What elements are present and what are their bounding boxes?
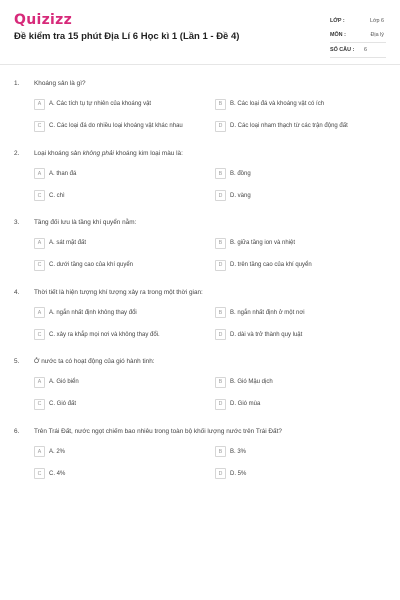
option-text: A. sát mặt đất xyxy=(49,240,87,246)
meta-value: Lớp 6 xyxy=(369,18,384,24)
meta-label: LỚP : xyxy=(330,18,345,24)
option-letter-box: A xyxy=(34,307,45,318)
option-text: D. dài và trở thành quy luật xyxy=(230,331,303,338)
meta-value: 6 xyxy=(364,47,367,53)
option-letter-box: C xyxy=(34,329,45,340)
option-b[interactable] xyxy=(215,168,251,180)
option-a[interactable] xyxy=(34,98,151,110)
question-number: 1. xyxy=(14,80,20,87)
question-text: Ở nước ta có hoạt động của gió hành tinh: xyxy=(34,358,155,365)
option-letter-box: D xyxy=(215,121,226,132)
option-text: D. Các loại nham thạch từ các trận động đất xyxy=(230,123,348,129)
option-d[interactable] xyxy=(215,190,251,202)
question-number: 4. xyxy=(14,288,20,296)
option-c[interactable] xyxy=(34,329,160,341)
option-letter-box: A xyxy=(34,446,45,457)
option-c[interactable] xyxy=(34,468,65,480)
question-1 xyxy=(0,72,400,142)
meta-row-class xyxy=(330,14,386,28)
option-b[interactable] xyxy=(215,307,305,319)
question-text-emphasis: không phải xyxy=(82,149,114,157)
option-text: D. 5% xyxy=(230,470,247,477)
header-divider xyxy=(0,64,400,65)
option-letter-box: B xyxy=(215,168,226,179)
option-d[interactable] xyxy=(215,329,302,341)
option-c[interactable] xyxy=(34,120,183,132)
question-list xyxy=(0,72,400,489)
option-letter-box: B xyxy=(215,446,226,457)
meta-label: SỐ CÂU : xyxy=(330,47,355,53)
option-text: D. trên tầng cao của khí quyển xyxy=(230,262,312,268)
option-b[interactable] xyxy=(215,376,273,388)
option-letter-box: D xyxy=(215,190,226,201)
option-letter-box: A xyxy=(34,377,45,388)
option-text: A. than đá xyxy=(49,170,77,177)
option-a[interactable] xyxy=(34,307,137,319)
option-text: B. giữa tầng ion và nhiệt xyxy=(230,240,296,246)
option-a[interactable] xyxy=(34,168,76,180)
option-text: B. ngắn nhất định ở một nơi xyxy=(230,309,305,316)
question-number: 2. xyxy=(14,149,20,157)
option-letter-box: C xyxy=(34,399,45,410)
option-letter-box: D xyxy=(215,329,226,340)
option-letter-box: B xyxy=(215,99,226,110)
question-2 xyxy=(0,142,400,212)
option-letter-box: A xyxy=(34,238,45,249)
option-a[interactable] xyxy=(34,237,86,249)
question-6 xyxy=(0,420,400,490)
option-letter-box: C xyxy=(34,121,45,132)
question-text: Trên Trái Đất, nước ngọt chiếm bao nhiêu trong toàn bộ khối lượng nước trên Trái Đất? xyxy=(34,427,282,435)
option-text: A. ngắn nhất định không thay đổi xyxy=(49,309,137,316)
option-d[interactable] xyxy=(215,398,260,410)
meta-value: Địa lý xyxy=(370,32,384,38)
page-title: Đề kiểm tra 15 phút Địa Lí 6 Học kì 1 (Lần 1 - Đề 4) xyxy=(14,31,240,42)
option-text: C. xảy ra khắp mọi nơi và không thay đổi. xyxy=(49,331,160,338)
question-4 xyxy=(0,281,400,351)
option-letter-box: A xyxy=(34,168,45,179)
option-text: B. 3% xyxy=(230,448,247,455)
option-b[interactable] xyxy=(215,237,295,249)
question-text xyxy=(34,150,183,157)
option-text: B. Gió Mậu dịch xyxy=(230,379,273,385)
option-text: D. Gió mùa xyxy=(230,401,261,407)
option-c[interactable] xyxy=(34,190,65,202)
question-text: Khoáng sản là gì? xyxy=(34,80,86,87)
option-b[interactable] xyxy=(215,446,246,458)
option-letter-box: D xyxy=(215,260,226,271)
meta-row-question-count xyxy=(330,43,386,58)
question-number: 6. xyxy=(14,427,20,435)
option-d[interactable] xyxy=(215,120,348,132)
option-letter-box: B xyxy=(215,238,226,249)
option-text: B. đồng xyxy=(230,170,251,177)
question-number: 5. xyxy=(14,358,20,365)
option-letter-box: C xyxy=(34,468,45,479)
option-text: D. vàng xyxy=(230,192,251,199)
option-letter-box: A xyxy=(34,99,45,110)
option-d[interactable] xyxy=(215,259,312,271)
option-text: A. Các tích tụ tự nhiên của khoáng vật xyxy=(49,101,152,107)
option-text: C. 4% xyxy=(49,470,66,477)
option-text: B. Các loại đá và khoáng vật có ích xyxy=(230,101,325,107)
option-d[interactable] xyxy=(215,468,246,480)
option-letter-box: B xyxy=(215,307,226,318)
meta-label: MÔN : xyxy=(330,32,346,38)
option-letter-box: D xyxy=(215,399,226,410)
option-text: A. Gió biển xyxy=(49,379,79,385)
option-text: C. Các loại đá do nhiều loại khoáng vật khác nhau xyxy=(49,123,183,129)
option-c[interactable] xyxy=(34,259,133,271)
option-b[interactable] xyxy=(215,98,324,110)
meta-row-subject xyxy=(330,28,386,43)
option-letter-box: C xyxy=(34,190,45,201)
option-letter-box: B xyxy=(215,377,226,388)
option-a[interactable] xyxy=(34,376,79,388)
question-number: 3. xyxy=(14,219,20,226)
option-text: C. chì xyxy=(49,192,65,199)
option-text: C. Gió đất xyxy=(49,401,77,407)
question-text-part: khoáng kim loại màu là: xyxy=(113,149,183,157)
quizizz-logo: Quizizz xyxy=(14,12,73,28)
option-text: A. 2% xyxy=(49,448,66,455)
question-text: Tầng đối lưu là tầng khí quyển nằm: xyxy=(34,219,137,226)
option-c[interactable] xyxy=(34,398,76,410)
question-5 xyxy=(0,350,400,420)
meta-box xyxy=(330,14,386,58)
worksheet-header xyxy=(14,12,386,58)
option-letter-box: C xyxy=(34,260,45,271)
option-a[interactable] xyxy=(34,446,65,458)
question-text: Thời tiết là hiện tượng khí tượng xảy ra trong một thời gian: xyxy=(34,288,203,296)
question-3 xyxy=(0,211,400,281)
question-text-part: Loại khoáng sản xyxy=(34,149,83,157)
option-letter-box: D xyxy=(215,468,226,479)
option-text: C. dưới tầng cao của khí quyển xyxy=(49,262,133,268)
